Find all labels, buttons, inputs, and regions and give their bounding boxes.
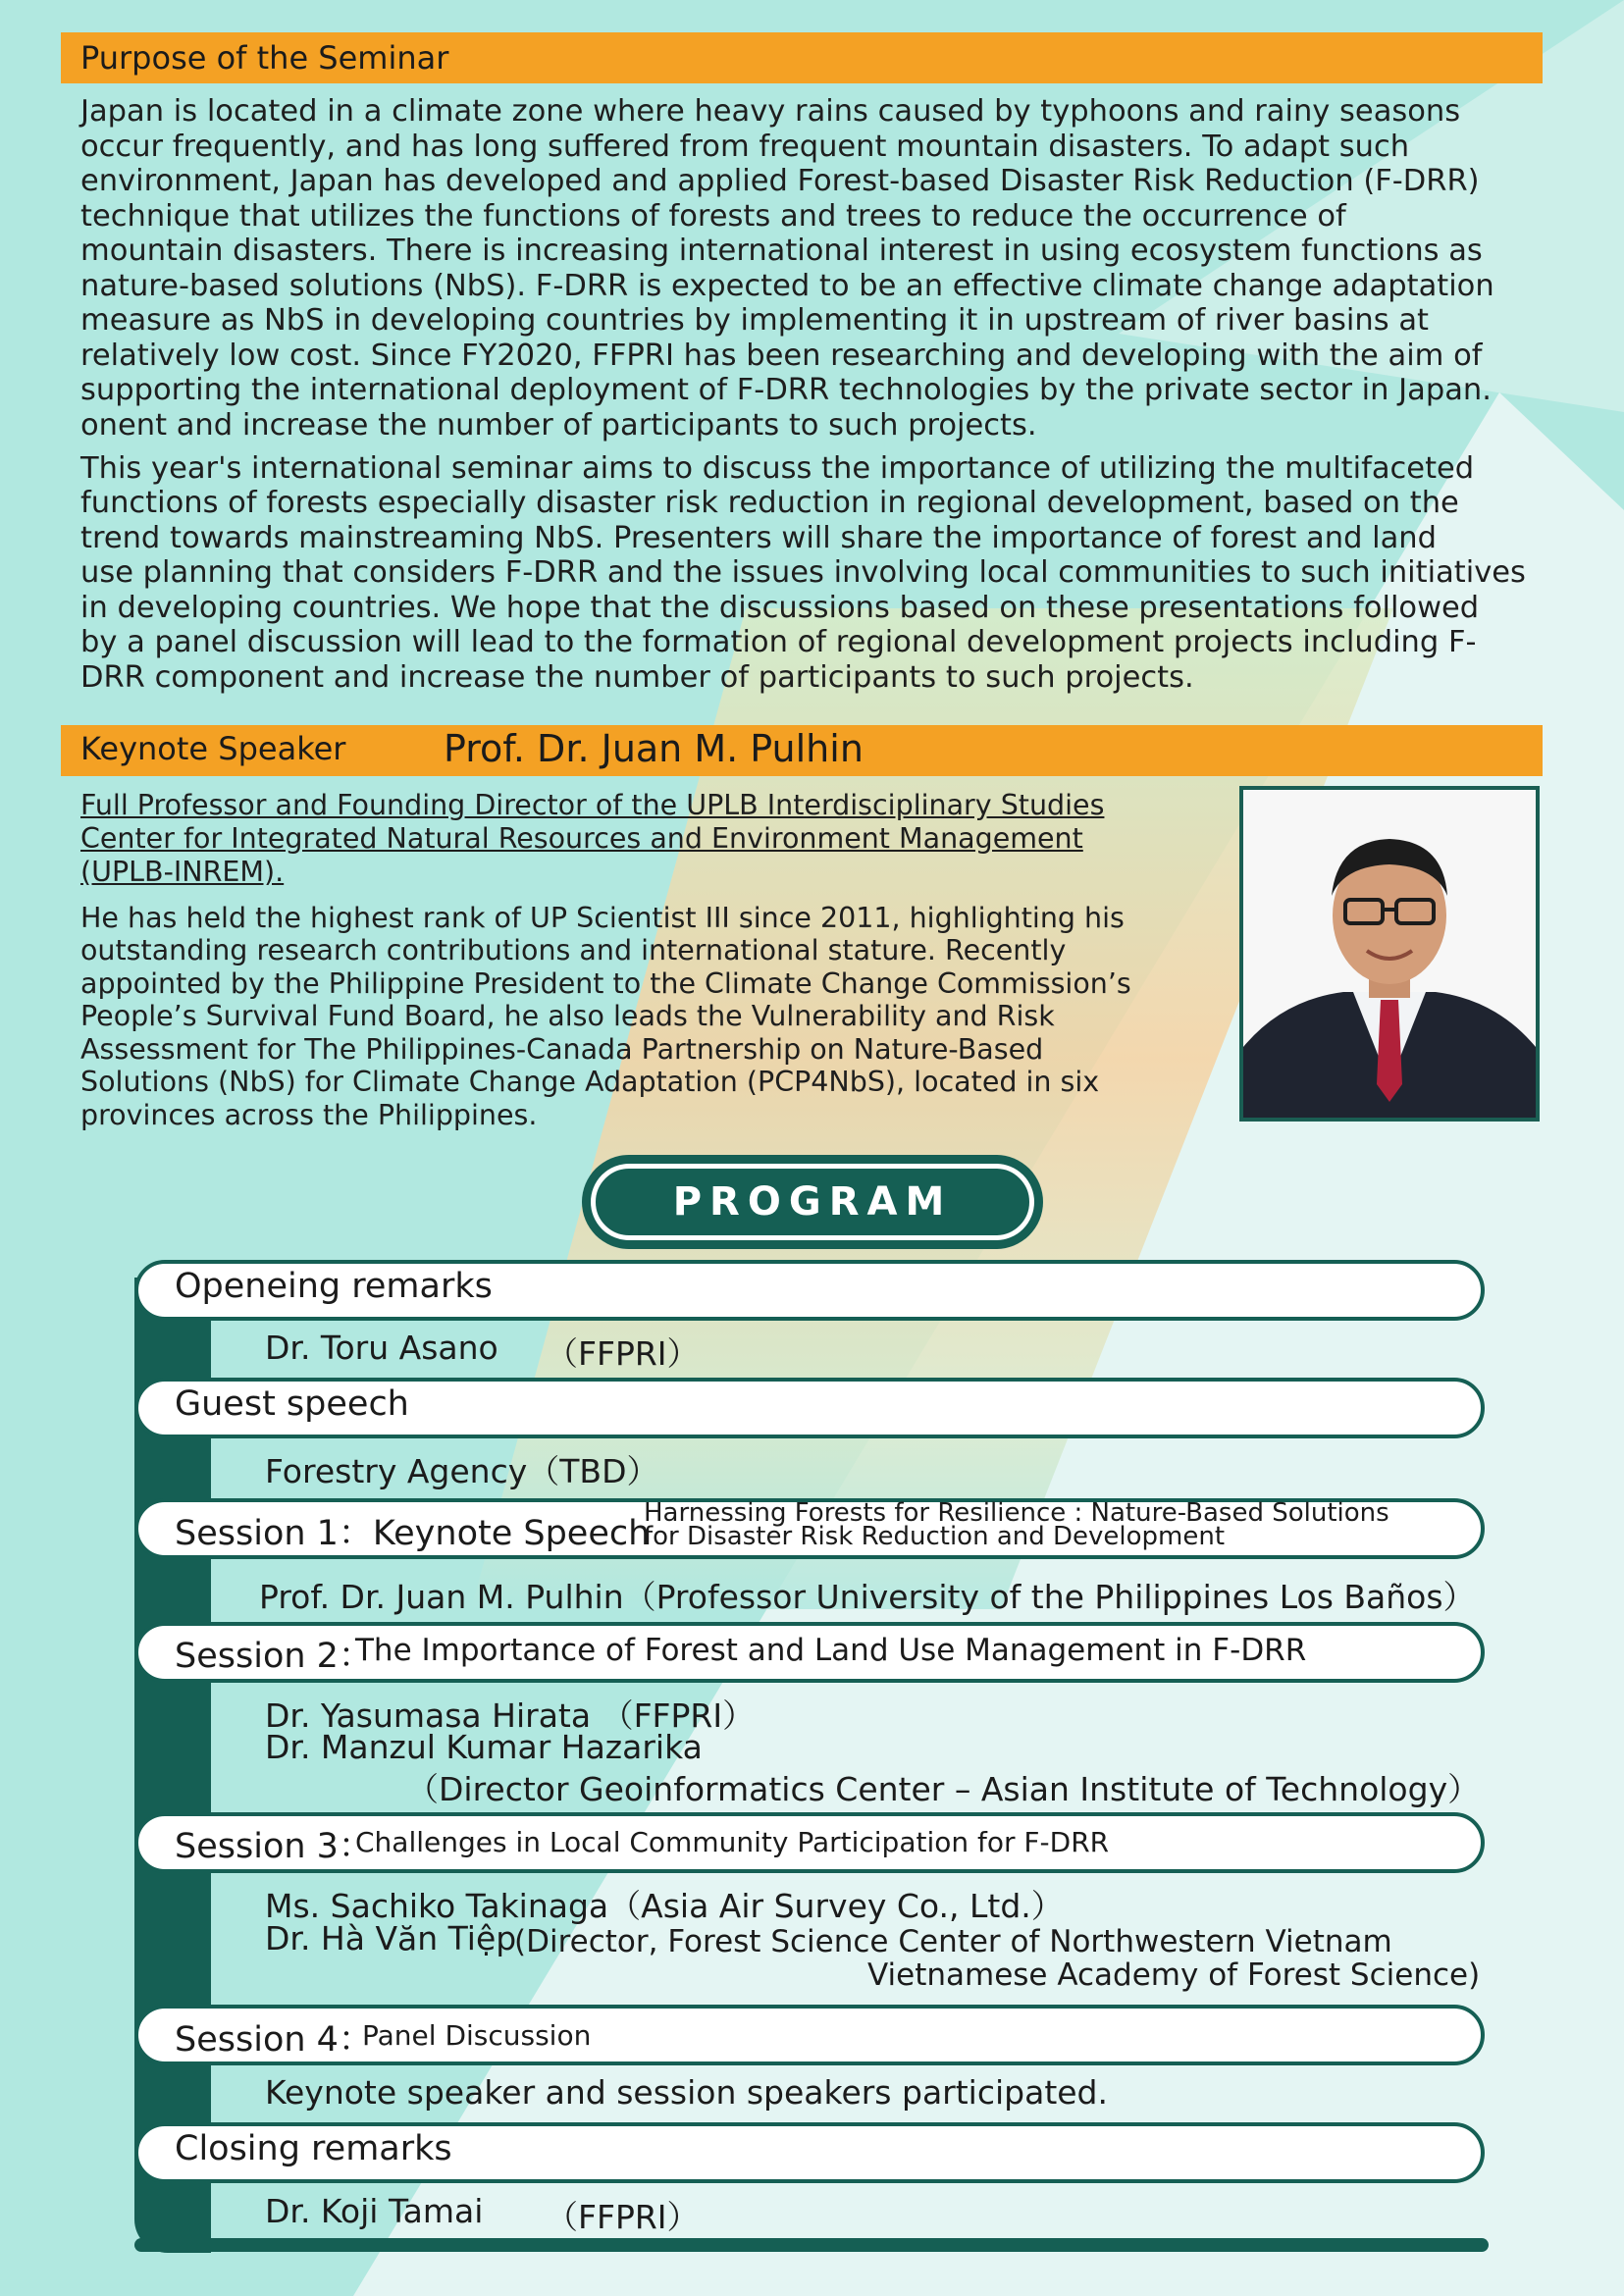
purpose-line: relatively low cost. Since FY2020, FFPRI has been researching and developing with the aim of — [80, 339, 1483, 373]
purpose-line: environment, Japan has developed and applied Forest-based Disaster Risk Reduction (F-DRR) — [80, 164, 1480, 198]
session-1-label: Session 1：Keynote Speech — [175, 1514, 651, 1553]
session-3-label: Session 3： — [175, 1827, 373, 1866]
purpose-line: occur frequently, and has long suffered from frequent mountain disasters. To adapt such — [80, 130, 1410, 164]
purpose-line: onent and increase the number of participants to such projects. — [80, 408, 1037, 443]
keynote-heading: Keynote Speaker — [80, 730, 346, 767]
session-1-topic — [644, 1498, 1389, 1551]
closing-speaker: Dr. Koji Tamai — [265, 2192, 484, 2230]
program-banner — [582, 1155, 1043, 1249]
speaker-photo — [1239, 786, 1540, 1122]
purpose-line: This year's international seminar aims to discuss the importance of utilizing the multifaceted — [80, 451, 1475, 486]
session-2-topic: The Importance of Forest and Land Use Management in F-DRR — [355, 1633, 1307, 1668]
purpose-line: functions of forests especially disaster risk reduction in regional development, based on the — [80, 486, 1459, 520]
purpose-line: measure as NbS in developing countries by implementing it in upstream of river basins at — [80, 303, 1429, 338]
keynote-bio-line: Solutions (NbS) for Climate Change Adaptation (PCP4NbS), located in six — [80, 1066, 1100, 1098]
session-3-speaker-2-affiliation-line-2: Vietnamese Academy of Forest Science) — [867, 1957, 1481, 1993]
purpose-line: Japan is located in a climate zone where heavy rains caused by typhoons and rainy seasons — [80, 94, 1461, 129]
keynote-bio-line: Assessment for The Philippines-Canada Partnership on Nature-Based — [80, 1033, 1044, 1066]
session-3-speaker-2: Dr. Hà Văn Tiệp — [265, 1919, 517, 1957]
keynote-title-line: (UPLB-INREM). — [80, 856, 285, 888]
session-2-speaker-2: Dr. Manzul Kumar Hazarika — [265, 1728, 703, 1766]
session-3-speaker-1: Ms. Sachiko Takinaga（Asia Air Survey Co., Ltd.） — [265, 1887, 1064, 1925]
guest-speaker: Forestry Agency（TBD） — [265, 1452, 659, 1490]
session-4-label: Session 4： — [175, 2020, 373, 2060]
session-2-label: Session 2： — [175, 1637, 373, 1676]
session-1-topic-line: for Disaster Risk Reduction and Development — [644, 1522, 1226, 1551]
session-1-topic-line: Harnessing Forests for Resilience : Nature-Based Solutions — [644, 1498, 1389, 1528]
opening-speaker: Dr. Toru Asano — [265, 1329, 498, 1367]
session-4-topic: Panel Discussion — [362, 2019, 592, 2052]
keynote-bio-line: People’s Survival Fund Board, he also leads the Vulnerability and Risk — [80, 1000, 1055, 1032]
program-timeline-bottom — [134, 2238, 1489, 2252]
keynote-bio-line: appointed by the Philippine President to the Climate Change Commission’s — [80, 967, 1131, 1000]
keynote-bio-line: outstanding research contributions and international stature. Recently — [80, 934, 1067, 966]
closing-speaker-org: （FFPRI） — [546, 2198, 700, 2236]
purpose-line: use planning that considers F-DRR and the issues involving local communities to such initiatives — [80, 555, 1526, 590]
keynote-title-line: Full Professor and Founding Director of the UPLB Interdisciplinary Studies — [80, 789, 1105, 821]
session-4-note: Keynote speaker and session speakers participated. — [265, 2073, 1108, 2112]
purpose-line: by a panel discussion will lead to the formation of regional development projects including F- — [80, 625, 1477, 659]
purpose-line: mountain disasters. There is increasing international interest in using ecosystem functions as — [80, 234, 1483, 268]
purpose-line: nature-based solutions (NbS). F-DRR is expected to be an effective climate change adaptation — [80, 269, 1494, 303]
session-3-topic: Challenges in Local Community Participation for F-DRR — [355, 1826, 1110, 1858]
keynote-title-line: Center for Integrated Natural Resources and Environment Management — [80, 822, 1083, 855]
purpose-line: supporting the international deployment of F-DRR technologies by the private sector in Japan. — [80, 373, 1492, 407]
session-2-speaker-2-affiliation: （Director Geoinformatics Center – Asian Institute of Technology） — [406, 1770, 1481, 1808]
keynote-bio-line: provinces across the Philippines. — [80, 1099, 538, 1131]
opening-speaker-org: （FFPRI） — [546, 1334, 700, 1373]
purpose-line: in developing countries. We hope that the discussions based on these presentations followed — [80, 591, 1480, 625]
session-2-speaker-1: Dr. Yasumasa Hirata （FFPRI） — [265, 1696, 756, 1735]
guest-speech-label: Guest speech — [175, 1384, 409, 1424]
speaker-portrait-icon — [1243, 790, 1536, 1118]
purpose-heading: Purpose of the Seminar — [80, 39, 449, 77]
keynote-name: Prof. Dr. Juan M. Pulhin — [444, 727, 864, 770]
session-3-speaker-2-affiliation-line-1: (Director, Forest Science Center of Northwestern Vietnam — [514, 1924, 1392, 1959]
keynote-bio-line: He has held the highest rank of UP Scientist III since 2011, highlighting his — [80, 902, 1125, 934]
program-title: PROGRAM — [672, 1179, 953, 1225]
purpose-line: trend towards mainstreaming NbS. Presenters will share the importance of forest and land — [80, 521, 1437, 555]
opening-remarks-label: Openeing remarks — [175, 1267, 493, 1306]
closing-remarks-label: Closing remarks — [175, 2129, 452, 2168]
session-1-speaker: Prof. Dr. Juan M. Pulhin（Professor University of the Philippines Los Baños） — [259, 1578, 1476, 1616]
purpose-line: technique that utilizes the functions of forests and trees to reduce the occurrence of — [80, 199, 1346, 234]
purpose-line: DRR component and increase the number of participants to such projects. — [80, 660, 1194, 695]
